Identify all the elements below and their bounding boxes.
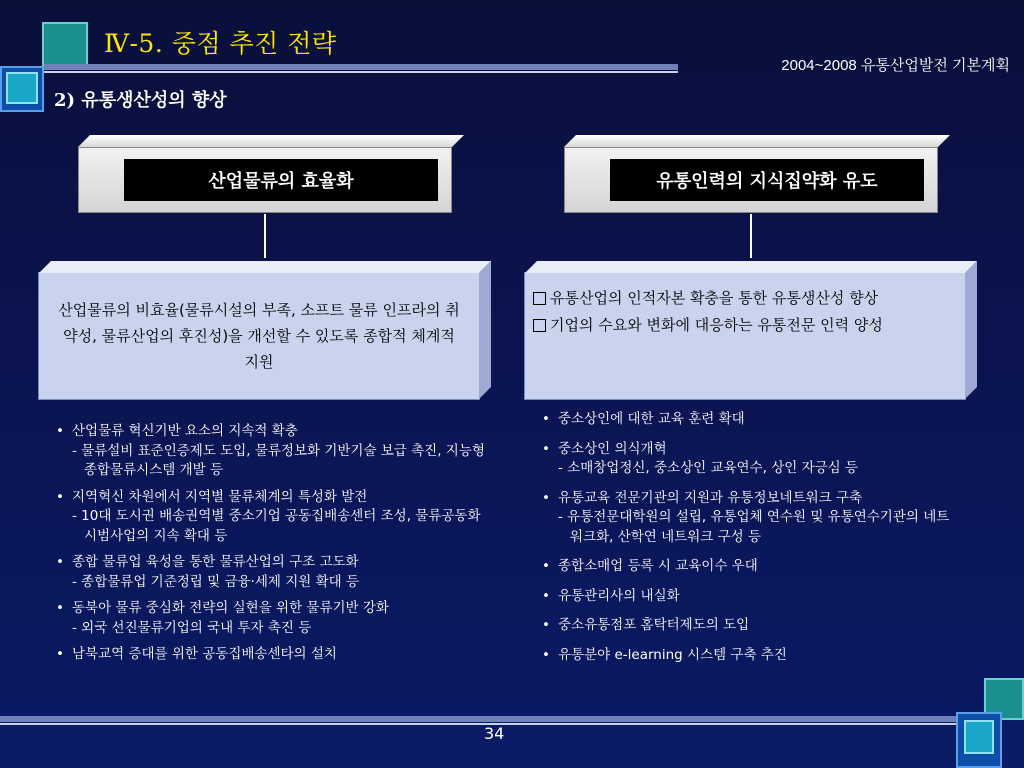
right-connector [750, 214, 752, 258]
list-item-detail: - 유통전문대학원의 설립, 유통업체 연수원 및 유통연수기관의 네트워크화, 산학연 네트워크 구성 등 [558, 509, 950, 545]
left-summary-box [38, 272, 480, 400]
right-summary-box [524, 272, 966, 400]
list-item [538, 410, 958, 430]
list-item-text: • 남북교역 증대를 위한 공동집배송센타의 설치 [72, 646, 337, 662]
box-top-face [78, 135, 464, 147]
box-top-face [525, 261, 977, 273]
list-item [52, 599, 488, 638]
list-item [52, 645, 488, 665]
header-rule [44, 64, 678, 70]
list-item-detail: - 종합물류업 기준정립 및 금융·세제 지원 확대 등 [72, 573, 359, 590]
left-bullet-list [52, 422, 488, 672]
list-item [52, 422, 488, 481]
box-side-face [965, 261, 977, 399]
decor-square-teal [42, 22, 88, 68]
list-item-text: • 중소유통점포 홈탁터제도의 도입 [558, 617, 750, 633]
right-heading-box [564, 147, 938, 213]
list-item-text: • 산업물류 혁신기반 요소의 지속적 확충 [72, 423, 298, 439]
right-bullet-list [538, 410, 958, 675]
list-item-text: • 유통관리사의 내실화 [558, 587, 680, 604]
checkbox-icon [533, 292, 546, 305]
list-item-text: • 종합 물류업 육성을 통한 물류산업의 구조 고도화 [72, 554, 359, 570]
list-item [52, 488, 488, 547]
box-side-face [479, 261, 491, 399]
decor-square-cyan [6, 72, 38, 104]
list-item-text: • 중소상인에 대한 교육 훈련 확대 [558, 411, 745, 427]
list-item-detail: - 10대 도시권 배송권역별 중소기업 공동집배송센터 조성, 물류공동화 시범사업의 지속 확대 등 [72, 508, 481, 544]
list-item-text: • 중소상인 의식개혁 [558, 440, 667, 457]
list-item [538, 616, 958, 636]
check-item-text: 유통산업의 인적자본 확충을 통한 유통생산성 향상 [550, 289, 879, 307]
list-item [52, 553, 488, 592]
box-top-face [564, 135, 950, 147]
right-heading: 유통인력의 지식집약화 유도 [610, 159, 924, 201]
check-item [533, 312, 949, 339]
list-item [538, 587, 958, 607]
list-item-text: • 유통분야 e-learning 시스템 구축 추진 [558, 646, 787, 663]
list-item-text: • 유통교육 전문기관의 지원과 유통정보네트워크 구축 [558, 489, 863, 506]
footer-rule-thin [0, 723, 962, 725]
left-connector [264, 214, 266, 258]
list-item-detail: - 물류설비 표준인증제도 도입, 물류정보화 기반기술 보급 촉진, 지능형 종합물류시스템 개발 등 [72, 442, 485, 478]
document-name: 2004~2008 유통산업발전 기본계획 [781, 57, 1010, 74]
left-heading: 산업물류의 효율화 [124, 159, 438, 201]
section-heading: 2) 유통생산성의 향상 [54, 90, 227, 111]
list-item-detail: - 외국 선진물류기업의 국내 투자 촉진 등 [72, 619, 312, 636]
list-item [538, 646, 958, 666]
list-item-text: • 동북아 물류 중심화 전략의 실현을 위한 물류기반 강화 [72, 600, 389, 616]
list-item-text: • 종합소매업 등록 시 교육이수 우대 [558, 558, 758, 574]
list-item [538, 440, 958, 479]
check-item [533, 285, 949, 312]
list-item-detail: - 소매창업정신, 중소상인 교육연수, 상인 자긍심 등 [558, 460, 859, 476]
left-summary-text: 산업물류의 비효율(물류시설의 부족, 소프트 물류 인프라의 취약성, 물류산업의 후진성)을 개선할 수 있도록 종합적 체계적 지원 [58, 301, 460, 371]
left-heading-box [78, 147, 452, 213]
box-top-face [39, 261, 491, 273]
list-item [538, 489, 958, 548]
page-number: 34 [484, 724, 505, 743]
right-check-list [533, 285, 949, 339]
list-item-text: • 지역혁신 차원에서 지역별 물류체계의 특성화 발전 [72, 488, 368, 505]
check-item-text: 기업의 수요와 변화에 대응하는 유통전문 인력 양성 [550, 316, 883, 334]
footer-rule [0, 716, 962, 722]
checkbox-icon [533, 319, 546, 332]
decor-square-cyan [964, 720, 994, 754]
header-rule-thin [44, 71, 678, 73]
list-item [538, 557, 958, 577]
page-title: Ⅳ-5. 중점 추진 전략 [104, 29, 337, 58]
